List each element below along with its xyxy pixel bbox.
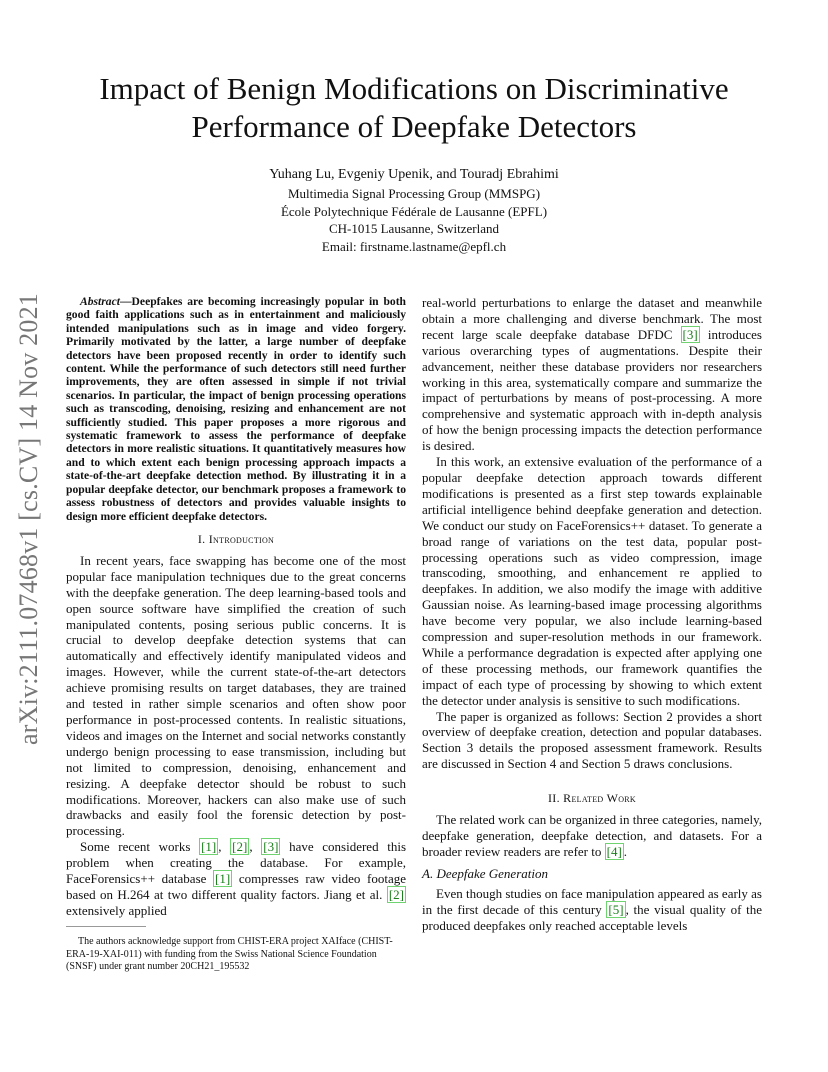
- abstract-lead: Abstract: [80, 295, 120, 308]
- right-paragraph-1: [422, 295, 762, 454]
- text-run: real-world perturbations to enlarge the dataset and meanwhile obtain a more challenging and diverse benchmark. The most recent large scale deepfake database DFDC: [422, 295, 762, 342]
- right-paragraph-3: The paper is organized as follows: Section 2 provides a short overview of deepfake creation, detection and popular databases. Section 3 details the proposed assessment framework. Results are discussed in Section 4 and Section 5 draws conclusions.: [422, 708, 762, 772]
- footnote-text: The authors acknowledge support from CHIST-ERA project XAIface (CHIST-ERA-19-XAI-011) with funding from the Swiss National Science Foundation (SNSF) under grant number 20CH21_195532: [66, 936, 393, 972]
- citation-link[interactable]: [2]: [388, 886, 404, 902]
- author-email: Email: firstname.lastname@epfl.ch: [321, 238, 507, 254]
- citation-link[interactable]: [2]: [232, 839, 248, 855]
- arxiv-stamp-text: arXiv:2111.07468v1 [cs.CV] 14 Nov 2021: [14, 293, 43, 745]
- right-column: [422, 295, 762, 934]
- citation-link[interactable]: [3]: [263, 839, 279, 855]
- text-run: compresses raw video footage based on H.264 at two different quality factors. Jiang et al.: [66, 871, 406, 902]
- right-paragraph-2: In this work, an extensive evaluation of the performance of a popular deepfake detection approach towards different modifications is presented as a first step towards explainable artificial intelligence behind deepfake generation and detection. We conduct our study on FaceForensics++ dataset. To generate a broad range of variations on the test data, popular post-processing operations such as video compression, image transcoding, smoothing, and enhancement re applied to deepfakes. In addition, we also modify the image with additive Gaussian noise. As learning-based image processing algorithms have become very popular, we also include learning-based compression and super-resolution methods in our framework. While a performance degradation is expected after applying one of these processing methods, our framework quantifies the impact of each type of processing by showing to which extent the detector under analysis is sensitive to such modifications.: [422, 454, 762, 708]
- text-run: introduces various overarching types of augmentations. Despite their advancement, neither these database providers nor researchers working in this area, systematically compare and summarize the impact of perturbations by means of post-processing. A more comprehensive and systematic approach with in-depth analysis of how the benign processing impacts the detection performance is desired.: [422, 326, 762, 454]
- generation-paragraph-1: [422, 886, 762, 934]
- subsection-heading-deepfake-generation: A. Deepfake Generation: [422, 865, 548, 881]
- text-run: have considered this problem when creating the database. For example, FaceForensics++ database: [66, 839, 407, 887]
- text-run: Even though studies on face manipulation appeared as early as in the first decade of this century: [422, 885, 762, 917]
- text-run: The related work can be organized in three categories, namely, deepfake generation, deepfake detection, and datasets. For a broader review readers are refer to: [422, 812, 762, 859]
- left-column: [66, 295, 406, 919]
- citation-link[interactable]: [1]: [201, 839, 217, 855]
- affiliation-group: Multimedia Signal Processing Group (MMSPG): [287, 186, 541, 201]
- arxiv-stamp: [14, 280, 44, 758]
- footnote-rule: [66, 926, 146, 927]
- abstract: [66, 295, 406, 523]
- abstract-text: —Deepfakes are becoming increasingly popular in both good faith applications such as in entertainment and maliciously intended manipulations such as in image and video forgery. Primarily motivated by the latter, a large number of deepfake detectors have been proposed recently in order to identify such content. While the performance of such detectors still need further improvements, they are often assessed in simple if not trivial scenarios. In particular, the impact of benign processing operations such as transcoding, denoising, resizing and enhancement are not sufficiently studied. This paper proposes a more rigorous and systematic framework to assess the performance of deepfake detectors in more realistic situations. It quantitatively measures how and to which extent each benign processing approach impacts a state-of-the-art deepfake detection method. By illustrating it in a popular deepfake detector, our benchmark proposes a framework to assess robustness of detectors and provides valuable insights to design more efficient deepfake detectors.: [66, 295, 406, 523]
- text-run: extensively applied: [66, 902, 167, 918]
- section-heading-introduction: I. Introduction: [197, 531, 275, 546]
- affiliation-school: École Polytechnique Fédérale de Lausanne (EPFL): [280, 203, 548, 219]
- citation-link[interactable]: [4]: [606, 844, 622, 859]
- related-paragraph-1: [422, 812, 762, 860]
- author-block: [150, 166, 678, 255]
- text-run: .: [623, 844, 628, 859]
- affiliation-address: CH-1015 Lausanne, Switzerland: [328, 221, 500, 236]
- author-names: Yuhang Lu, Evgeniy Upenik, and Touradj Ebrahimi: [269, 167, 559, 182]
- citation-link[interactable]: [5]: [608, 901, 624, 917]
- section-heading-related-work: II. Related Work: [547, 791, 636, 806]
- title-line-2: Performance of Deepfake Detectors: [191, 109, 637, 144]
- text-run: , the visual quality of the produced deepfakes only reached acceptable levels: [422, 901, 762, 933]
- footnote: [66, 936, 406, 974]
- citation-link[interactable]: [3]: [682, 326, 698, 342]
- intro-paragraph-2: Some recent works [1] , [2] , [3] have considered this problem when creating the database. For example, FaceForensics++ database [1] compresses raw video footage based on H.264 at two different quality factors. Jiang et al. [2] extensively applied: [66, 839, 407, 918]
- citation-link[interactable]: [1]: [215, 871, 231, 887]
- intro-paragraph-1: In recent years, face swapping has become one of the most popular face manipulation techniques due to the great concerns with the deepfake generation. The deep learning-based tools and open source software have simplified the creation of such manipulated contents, posing serious public concerns. It is crucial to develop deepfake detection systems that can automatically and effectively identify manipulated videos and images. However, while the current state-of-the-art detectors achieve promising results on target databases, they are trained and tested in rather simple scenarios and often show poor performance in post-processed contents. In realistic situations, videos and images on the Internet and social networks constantly undergo benign processing to ease transmission, including but not limited to compression, denoising, enhancement and resizing. A deepfake detector should be robust to such modifications. Moreover, hackers can also make use of such drawbacks and easily fool the forensic detection by post-processing.: [66, 552, 406, 839]
- title-line-1: Impact of Benign Modifications on Discriminative: [99, 71, 729, 106]
- text-run: Some recent works: [80, 839, 200, 855]
- paper-title: [40, 70, 788, 146]
